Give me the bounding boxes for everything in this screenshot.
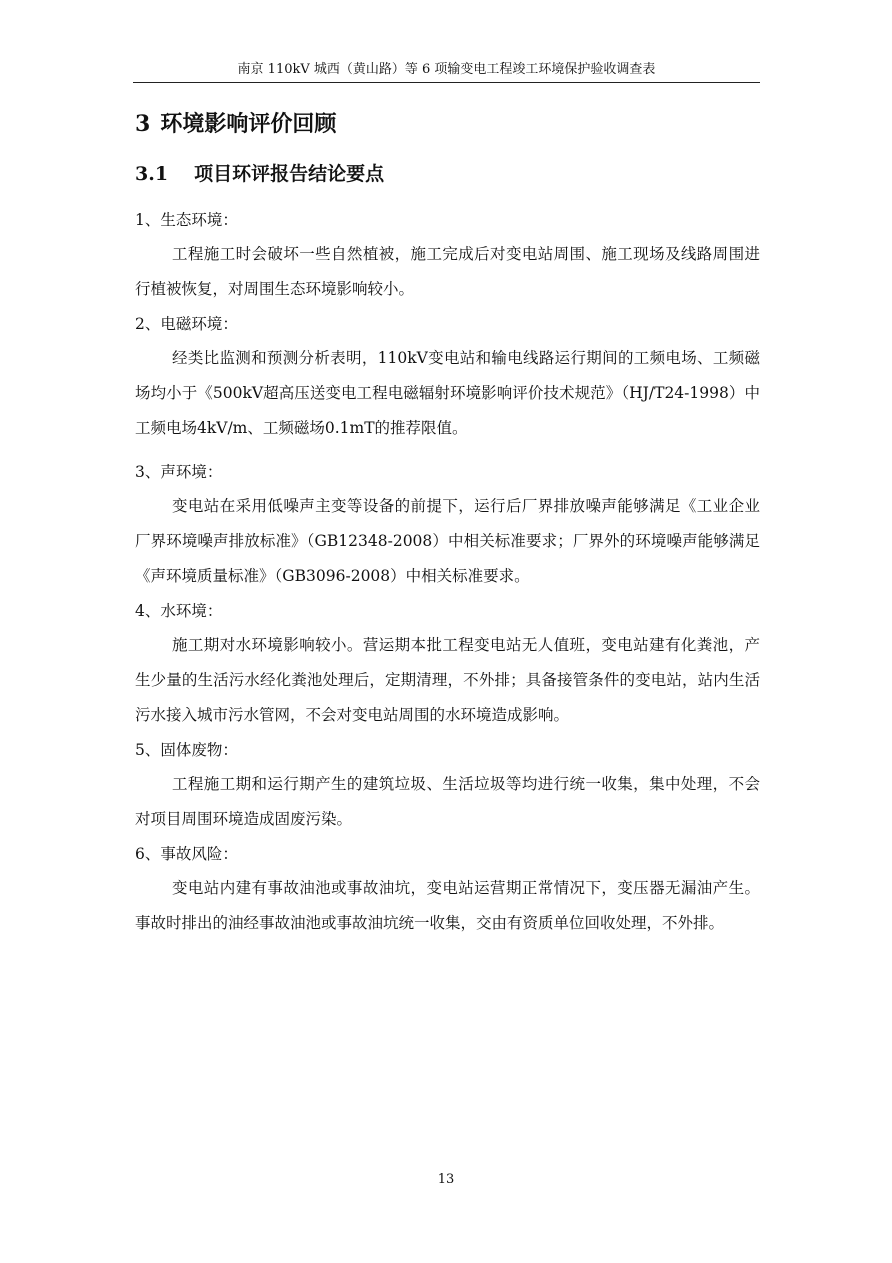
header-divider <box>133 82 760 83</box>
item-title-solid-waste: 5、固体废物： <box>135 741 238 759</box>
item-text-acoustic: 变电站在采用低噪声主变等设备的前提下，运行后厂界排放噪声能够满足《工业企业厂界环境噪声排放标准》（GB12348-2008）中相关标准要求；厂界外的环境噪声能够满足《声环境质量标准》（GB3096-2008）中相关标准要求。 <box>135 497 760 585</box>
item-text-solid-waste: 工程施工期和运行期产生的建筑垃圾、生活垃圾等均进行统一收集，集中处理，不会对项目周围环境造成固废污染。 <box>135 775 760 828</box>
item-title-ecology: 1、生态环境： <box>135 211 238 229</box>
item-text-water: 施工期对水环境影响较小。营运期本批工程变电站无人值班，变电站建有化粪池，产生少量的生活污水经化粪池处理后，定期清理，不外排；具备接管条件的变电站，站内生活污水接入城市污水管网，不会对变电站周围的水环境造成影响。 <box>135 636 760 724</box>
section-number: 3.1 <box>135 163 169 185</box>
chapter-title: 环境影响评价回顾 <box>160 111 337 137</box>
item-title-acoustic: 3、声环境： <box>135 463 223 481</box>
item-title-accident-risk: 6、事故风险： <box>135 845 238 863</box>
section-title: 项目环评报告结论要点 <box>194 163 385 185</box>
item-title-electromagnetic: 2、电磁环境： <box>135 315 238 333</box>
section-heading <box>135 160 760 188</box>
running-header: 南京 110kV 城西（黄山路）等 6 项输变电工程竣工环境保护验收调查表 <box>237 62 656 77</box>
chapter-number: 3 <box>135 111 151 137</box>
item-text-ecology: 工程施工时会破坏一些自然植被，施工完成后对变电站周围、施工现场及线路周围进行植被恢复，对周围生态环境影响较小。 <box>135 245 760 298</box>
page-content <box>135 100 760 941</box>
chapter-heading <box>135 109 760 139</box>
item-text-electromagnetic: 经类比监测和预测分析表明，110kV变电站和输电线路运行期间的工频电场、工频磁场均小于《500kV超高压送变电工程电磁辐射环境影响评价技术规范》（HJ/T24-1998）中工频电场4kV/m、工频磁场0.1mT的推荐限值。 <box>135 349 760 437</box>
item-text-accident-risk: 变电站内建有事故油池或事故油坑，变电站运营期正常情况下，变压器无漏油产生。事故时排出的油经事故油池或事故油坑统一收集，交由有资质单位回收处理，不外排。 <box>135 879 760 932</box>
item-title-water: 4、水环境： <box>135 602 223 620</box>
page-number: 13 <box>437 1172 455 1187</box>
